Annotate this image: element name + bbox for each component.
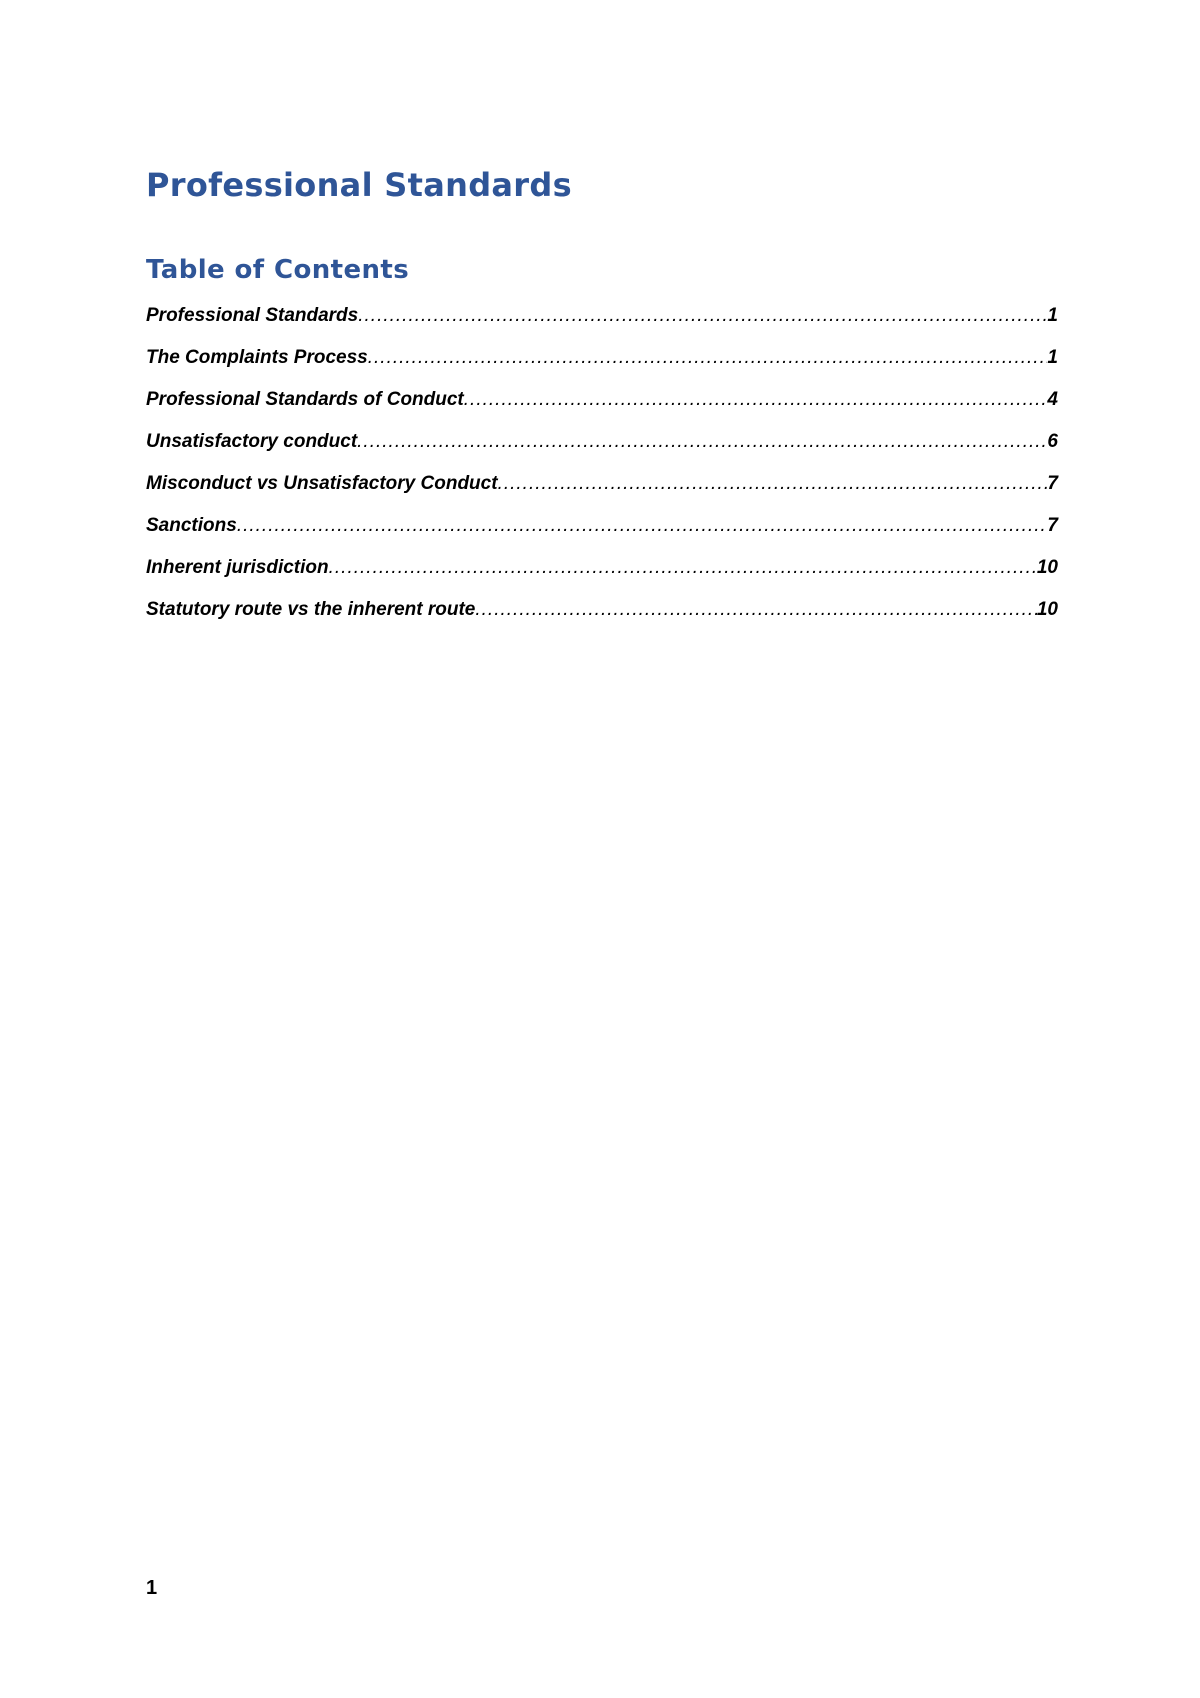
toc-dot-leader [475, 599, 1036, 621]
toc-dot-leader [357, 431, 1047, 453]
table-of-contents [146, 305, 1058, 641]
toc-entry-unsatisfactory-conduct[interactable] [146, 431, 1058, 473]
toc-heading: Table of Contents [146, 255, 410, 285]
toc-entry-label: Inherent jurisdiction [146, 557, 329, 578]
toc-dot-leader [237, 515, 1048, 537]
toc-entry-page: 4 [1047, 389, 1058, 410]
toc-entry-professional-standards[interactable] [146, 305, 1058, 347]
toc-entry-statutory-vs-inherent-route[interactable] [146, 599, 1058, 641]
toc-dot-leader [358, 305, 1047, 327]
page-number: 1 [146, 1577, 158, 1599]
toc-entry-page: 1 [1047, 305, 1058, 326]
toc-entry-inherent-jurisdiction[interactable] [146, 557, 1058, 599]
toc-entry-label: Sanctions [146, 515, 237, 536]
toc-entry-misconduct-vs-unsatisfactory[interactable] [146, 473, 1058, 515]
toc-entry-standards-of-conduct[interactable] [146, 389, 1058, 431]
toc-entry-complaints-process[interactable] [146, 347, 1058, 389]
toc-entry-page: 10 [1036, 557, 1058, 578]
toc-entry-label: Unsatisfactory conduct [146, 431, 358, 452]
document-title: Professional Standards [146, 166, 572, 204]
toc-entry-page: 7 [1047, 515, 1058, 536]
toc-entry-label: Statutory route vs the inherent route [146, 599, 476, 620]
toc-dot-leader [368, 347, 1048, 369]
toc-entry-page: 7 [1047, 473, 1058, 494]
toc-entry-page: 1 [1047, 347, 1058, 368]
toc-dot-leader [329, 557, 1037, 579]
toc-entry-label: Professional Standards of Conduct [146, 389, 464, 410]
toc-entry-label: The Complaints Process [146, 347, 368, 368]
toc-entry-label: Professional Standards [146, 305, 359, 326]
toc-entry-page: 10 [1036, 599, 1058, 620]
toc-entry-page: 6 [1047, 431, 1058, 452]
toc-dot-leader [464, 389, 1048, 411]
toc-entry-label: Misconduct vs Unsatisfactory Conduct [146, 473, 498, 494]
toc-dot-leader [498, 473, 1048, 495]
toc-entry-sanctions[interactable] [146, 515, 1058, 557]
